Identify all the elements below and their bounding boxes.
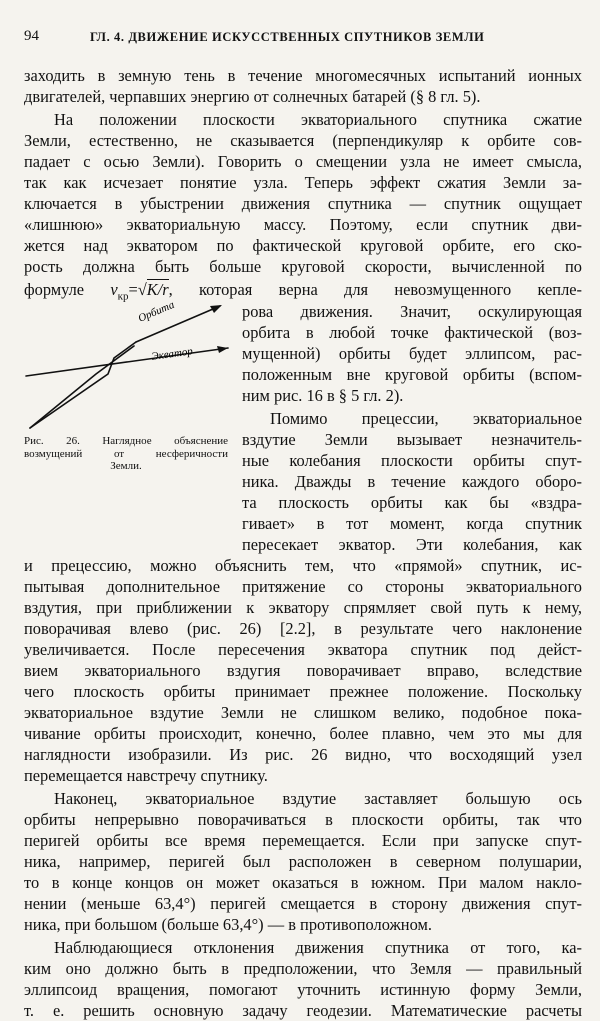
text-line: ним рис. 16 в § 5 гл. 2). — [242, 386, 404, 405]
caption-line: Рис. 26. Наглядное объяснение — [24, 435, 228, 447]
caption-line: Земли. — [110, 460, 142, 472]
text-line: Земли, естественно, не сказывается (перпендикуляр к орбите сов- — [24, 131, 582, 150]
text-line: ные колебания плоскости орбиты спут- — [242, 451, 582, 470]
text-line: наглядности изобразили. Из рис. 26 видно, что восходящий узел — [24, 745, 582, 764]
text-line: ким оно должно быть в предположении, что Земля — правильный — [24, 959, 582, 978]
text-line: положенным вне круговой орбиты (вспом- — [242, 365, 582, 384]
text-line: вием экваториального вздугия поворачивает вправо, вследствие — [24, 661, 582, 680]
equator-arrowhead — [217, 346, 228, 353]
text-line: На положении плоскости экваториального спутника сжатие — [54, 110, 582, 129]
text-line: чивание орбиты происходит, конечно, более плавно, чем это мы для — [24, 724, 582, 743]
text-line: Наблюдающиеся отклонения движения спутника от того, ка- — [54, 938, 582, 957]
text-line: ключается в убыстрении движения спутника — спутник ощущает — [24, 194, 582, 213]
text-line: увеличивается. После пересечения экватора спутник под дейст- — [24, 640, 582, 659]
page-number: 94 — [24, 28, 39, 44]
text-line: орбита в любой точке фактической (воз- — [242, 323, 582, 342]
text-line: двигателей, черпавших энергию от солнечных батарей (§ 8 гл. 5). — [24, 87, 481, 106]
text-line: нении (меньше 63,4°) перигей смещается в сторону движения спут- — [24, 894, 582, 913]
text-line: падает с осью Земли). Говорить о смещении узла не имеет смысла, — [24, 152, 582, 171]
text-line: ника, при большом (больше 63,4°) — в противоположном. — [24, 915, 432, 934]
text-line: перигей орбиты все время перемещается. Если при запуске спут- — [24, 831, 582, 850]
figure-caption — [24, 435, 228, 473]
text-line: Помимо прецессии, экваториальное — [270, 409, 582, 428]
text-line: экваториальное вздутие Земли не слишком велико, подобное пока- — [24, 703, 582, 722]
text-line: пересекает экватор. Эти колебания, как — [242, 535, 582, 554]
formula-v: v — [110, 280, 118, 299]
text-line: рость должна быть больше круговой скорости, вычисленной по — [24, 257, 582, 276]
unperturbed-orbit-path — [30, 346, 134, 428]
text-line: орбиты непрерывно поворачиваться в плоскости орбиты, так что — [24, 810, 582, 829]
text-line: гивает» в тот момент, когда спутник — [242, 514, 582, 533]
text-line: заходить в земную тень в течение многомесячных испытаний ионных — [24, 66, 582, 85]
caption-line: возмущений от несферичности — [24, 447, 228, 460]
text-line: ника, например, перигей был расположен в северном полушарии, — [24, 852, 582, 871]
text-line: Наконец, экваториальное вздутие заставляет большую ось — [54, 789, 582, 808]
text-line: и прецессию, можно объяснить тем, что «прямой» спутник, ис- — [24, 556, 582, 575]
text-line: перемещается навстречу спутнику. — [24, 766, 268, 785]
formula-prefix: формуле — [24, 280, 85, 299]
text-line: та плоскость орбиты как бы «вздра- — [242, 493, 582, 512]
text-line: рова движения. Значит, оскулирующая — [242, 302, 582, 321]
running-header — [0, 28, 600, 48]
text-line: эллипсоид вращения, помогают уточнить истинную форму Земли, — [24, 980, 582, 999]
text-line: мущенной) орбиты будет эллипсом, рас- — [242, 344, 582, 363]
text-line: т. е. решить основную задачу геодезии. Математические расчеты — [24, 1001, 582, 1020]
formula-radicand: K/r — [146, 280, 169, 299]
text-line: «лишнюю» экваториальную массу. Поэтому, если спутник дви- — [24, 215, 582, 234]
equator-line — [26, 348, 228, 376]
text-line: ника. Дважды в течение каждого оборо- — [242, 472, 582, 491]
text-line: пытывая дополнительное притяжение со стороны экваториального — [24, 577, 582, 596]
text-line: так как исчезает понятие узла. Теперь эффект сжатия Земли за- — [24, 173, 582, 192]
text-line: жется над экватором по фактической круговой орбите, его ско- — [24, 236, 582, 255]
text-line: то в конце концов он может оказаться в южном. При малом накло- — [24, 873, 582, 892]
formula-subscript: кр — [117, 290, 129, 303]
orbit-label: Орбита — [136, 298, 177, 325]
text-line: поворачивая влево (рис. 26) [2.2], в результате чего наклонение — [24, 619, 582, 638]
text-line: вздутия, при приближении к экватору спрямляет свой путь к нему, — [24, 598, 582, 617]
text-line: чего плоскость орбиты принимает прежнее положение. Поскольку — [24, 682, 582, 701]
orbit-arrowhead — [210, 305, 222, 313]
orbit-equator-diagram — [24, 296, 230, 434]
text-line: вздутие Земли вызывает незначитель- — [242, 430, 582, 449]
formula-equals: = — [128, 280, 138, 299]
chapter-title: ГЛ. 4. ДВИЖЕНИЕ ИСКУССТВЕННЫХ СПУТНИКОВ ЗЕМЛИ — [90, 30, 485, 44]
equator-label: Экватор — [150, 345, 194, 363]
formula-suffix: , которая верна для невозмущенного кепле- — [168, 280, 582, 299]
sqrt-sign-icon: √ — [137, 280, 147, 299]
